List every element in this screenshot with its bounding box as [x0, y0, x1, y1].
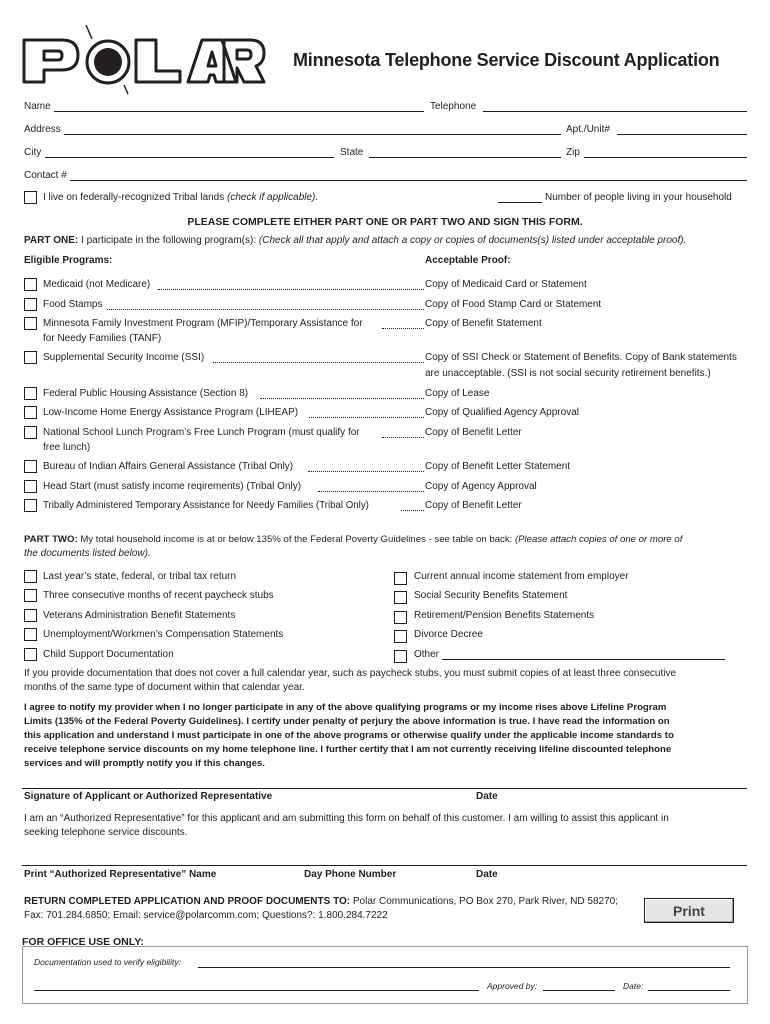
income-checkbox-unemployment[interactable] — [24, 628, 37, 641]
form-title: Minnesota Telephone Service Discount Application — [293, 50, 720, 70]
income-checkbox-divorce-decree[interactable] — [394, 630, 407, 643]
program-label: Medicaid (not Medicare) — [43, 279, 151, 290]
part-one-text: I participate in the following program(s): — [78, 235, 259, 246]
instructions-heading: PLEASE COMPLETE EITHER PART ONE OR PART TWO AND SIGN THIS FORM. — [187, 216, 583, 228]
contact-label: Contact # — [24, 170, 67, 181]
proof-label: Copy of Medicaid Card or Statement — [425, 279, 587, 290]
leader-dots — [382, 437, 424, 438]
proof-label: Copy of Agency Approval — [425, 481, 537, 492]
proof-label-continued: are unacceptable. (SSI is not social security retirement benefits.) — [425, 368, 711, 379]
income-doc-label: Unemployment/Workmen’s Compensation Statements — [43, 629, 284, 640]
footnote-line: If you provide documentation that does not cover a full calendar year, such as paycheck stubs, you must submit copies of at least three consecutive — [24, 668, 677, 679]
eligible-programs-header: Eligible Programs: — [24, 255, 113, 266]
program-checkbox-school-lunch[interactable] — [24, 426, 37, 439]
income-doc-label: Divorce Decree — [414, 629, 483, 640]
apt-label: Apt./Unit# — [566, 124, 610, 135]
program-label-continued: for Needy Families (TANF) — [43, 333, 162, 344]
tribal-lands-note: (check if applicable). — [227, 192, 319, 203]
address-label: Address — [24, 124, 61, 135]
proof-label: Copy of Lease — [425, 388, 490, 399]
leader-dots — [382, 328, 424, 329]
part-two-note-continued: the documents listed below). — [24, 548, 151, 559]
income-checkbox-veterans[interactable] — [24, 609, 37, 622]
part-two-intro — [24, 534, 682, 545]
proof-label: Copy of Benefit Letter Statement — [425, 461, 571, 472]
office-date-label: Date: — [623, 981, 644, 991]
program-checkbox-bia[interactable] — [24, 460, 37, 473]
telephone-label: Telephone — [430, 101, 477, 112]
approved-by-label: Approved by: — [487, 981, 538, 991]
leader-dots — [401, 510, 424, 511]
part-two-footnote — [24, 667, 754, 694]
city-field[interactable] — [45, 157, 334, 158]
program-label: Head Start (must satisfy income reqirements) (Tribal Only) — [43, 481, 302, 492]
office-doc-label: Documentation used to verify eligibility: — [34, 957, 181, 967]
zip-field[interactable] — [584, 157, 747, 158]
leader-dots — [213, 362, 424, 363]
proof-label: Copy of SSI Check or Statement of Benefits. Copy of Bank statements — [425, 352, 737, 363]
income-doc-label: Veterans Administration Benefit Statements — [43, 610, 236, 621]
part-two-heading: PART TWO: — [24, 534, 78, 545]
income-checkbox-tax-return[interactable] — [24, 570, 37, 583]
leader-dots — [260, 398, 424, 399]
part-one-note: (Check all that apply and attach a copy or copies of documents(s) listed under acceptable proof). — [258, 235, 687, 246]
other-field[interactable] — [442, 659, 725, 660]
certification-line: this application and understand I must participate in one of the above programs or otherwise qualify under the applicable income standards to — [24, 730, 674, 741]
office-notes-field[interactable] — [34, 990, 479, 991]
signature-label: Signature of Applicant or Authorized Representative — [24, 791, 273, 802]
rep-date-label: Date — [476, 869, 498, 880]
household-label: Number of people living in your household — [545, 192, 732, 203]
income-checkbox-other[interactable] — [394, 650, 407, 663]
income-checkbox-pension[interactable] — [394, 611, 407, 624]
income-doc-label: Retirement/Pension Benefits Statements — [414, 610, 595, 621]
state-label: State — [340, 147, 364, 158]
polar-logo — [18, 22, 266, 96]
certification-line: services and will promptly notify you if this changes. — [24, 758, 265, 769]
income-doc-label: Social Security Benefits Statement — [414, 590, 568, 601]
income-checkbox-social-security[interactable] — [394, 591, 407, 604]
program-label: Food Stamps — [43, 299, 103, 310]
tribal-lands-label: I live on federally-recognized Tribal lands — [43, 192, 225, 203]
program-checkbox-food-stamps[interactable] — [24, 298, 37, 311]
program-label-continued: free lunch) — [43, 442, 91, 453]
return-address-text: Polar Communications, PO Box 270, Park River, ND 58270; — [350, 896, 619, 907]
program-label: Minnesota Family Investment Program (MFIP)/Temporary Assistance for — [43, 318, 363, 329]
rep-statement-line: I am an “Authorized Representative” for this applicant and am submitting this form on behalf of this customer. I am willing to assist this applicant in — [24, 813, 669, 824]
leader-dots — [107, 309, 424, 310]
program-checkbox-section8[interactable] — [24, 387, 37, 400]
telephone-field[interactable] — [483, 111, 747, 112]
return-address — [24, 896, 618, 907]
authorized-rep-statement — [24, 812, 754, 839]
proof-label: Copy of Qualified Agency Approval — [425, 407, 579, 418]
program-checkbox-tribal-tanf[interactable] — [24, 499, 37, 512]
proof-label: Copy of Benefit Statement — [425, 318, 542, 329]
leader-dots — [158, 289, 424, 290]
part-one-heading: PART ONE: — [24, 235, 79, 246]
program-label: Federal Public Housing Assistance (Section 8) — [43, 388, 249, 399]
income-checkbox-employer-statement[interactable] — [394, 572, 407, 585]
income-doc-label: Other — [414, 649, 440, 660]
program-label: Low-Income Home Energy Assistance Program (LIHEAP) — [43, 407, 299, 418]
approved-by-field[interactable] — [543, 990, 615, 991]
program-checkbox-mfip[interactable] — [24, 317, 37, 330]
program-label: Tribally Administered Temporary Assistance for Needy Families (Tribal Only) — [43, 500, 369, 511]
proof-label: Copy of Benefit Letter — [425, 427, 522, 438]
tribal-lands-text — [43, 192, 318, 203]
certification-line: I agree to notify my provider when I no longer participate in any of the above qualifying programs or my income rises above Lifeline Program — [24, 702, 667, 713]
state-field[interactable] — [369, 157, 561, 158]
income-checkbox-child-support[interactable] — [24, 648, 37, 661]
tribal-lands-checkbox[interactable] — [24, 191, 37, 204]
leader-dots — [309, 417, 424, 418]
program-checkbox-ssi[interactable] — [24, 351, 37, 364]
zip-label: Zip — [566, 147, 580, 158]
footnote-line: months of the same type of document within that calendar year. — [24, 681, 305, 693]
name-label: Name — [24, 101, 51, 112]
return-heading: RETURN COMPLETED APPLICATION AND PROOF DOCUMENTS TO: — [24, 896, 351, 907]
office-date-field[interactable] — [648, 990, 730, 991]
contact-field[interactable] — [70, 180, 747, 181]
certification-text — [24, 701, 764, 771]
income-doc-label: Three consecutive months of recent paycheck stubs — [43, 590, 274, 601]
city-label: City — [24, 147, 42, 158]
program-checkbox-head-start[interactable] — [24, 480, 37, 493]
apt-field[interactable] — [617, 134, 747, 135]
income-checkbox-paycheck-stubs[interactable] — [24, 589, 37, 602]
income-doc-label: Last year’s state, federal, or tribal tax return — [43, 571, 237, 582]
proof-label: Copy of Food Stamp Card or Statement — [425, 299, 602, 310]
program-label: Bureau of Indian Affairs General Assistance (Tribal Only) — [43, 461, 294, 472]
program-label: Supplemental Security Income (SSI) — [43, 352, 205, 363]
program-checkbox-medicaid[interactable] — [24, 278, 37, 291]
household-count-field[interactable] — [498, 202, 542, 203]
return-contact: Fax: 701.284.6850; Email: service@polarcomm.com; Questions?: 1.800.284.7222 — [24, 910, 388, 921]
office-use-box — [22, 946, 748, 1004]
program-label: National School Lunch Program’s Free Lunch Program (must qualify for — [43, 427, 360, 438]
proof-label: Copy of Benefit Letter — [425, 500, 522, 511]
part-two-note: (Please attach copies of one or more of — [514, 534, 683, 545]
office-use-heading: FOR OFFICE USE ONLY: — [22, 936, 144, 948]
name-field[interactable] — [54, 111, 424, 112]
income-doc-label: Child Support Documentation — [43, 649, 174, 660]
day-phone-label: Day Phone Number — [304, 869, 397, 880]
income-doc-label: Current annual income statement from employer — [414, 571, 629, 582]
office-doc-field[interactable] — [198, 967, 730, 968]
part-two-text: My total household income is at or below 135% of the Federal Poverty Guidelines - see table on back: — [77, 534, 515, 545]
certification-line: receive telephone service discounts on my home telephone line. I further certify that I am not currently receiving lifeline discounted telephone — [24, 744, 672, 755]
rep-statement-line: seeking telephone service discounts. — [24, 826, 188, 838]
rep-name-line[interactable] — [22, 865, 747, 866]
leader-dots — [308, 471, 424, 472]
certification-line: Limits (135% of the Federal Poverty Guidelines). I certify under penalty of perjury the above information is true. I have read the information on — [24, 716, 670, 727]
leader-dots — [318, 491, 424, 492]
part-one-intro — [24, 235, 686, 246]
rep-name-label: Print “Authorized Representative” Name — [24, 869, 217, 880]
signature-date-label: Date — [476, 791, 498, 802]
address-field[interactable] — [64, 134, 561, 135]
acceptable-proof-header: Acceptable Proof: — [425, 255, 511, 266]
signature-line[interactable] — [22, 788, 747, 789]
print-button[interactable]: Print — [644, 898, 734, 923]
program-checkbox-liheap[interactable] — [24, 406, 37, 419]
